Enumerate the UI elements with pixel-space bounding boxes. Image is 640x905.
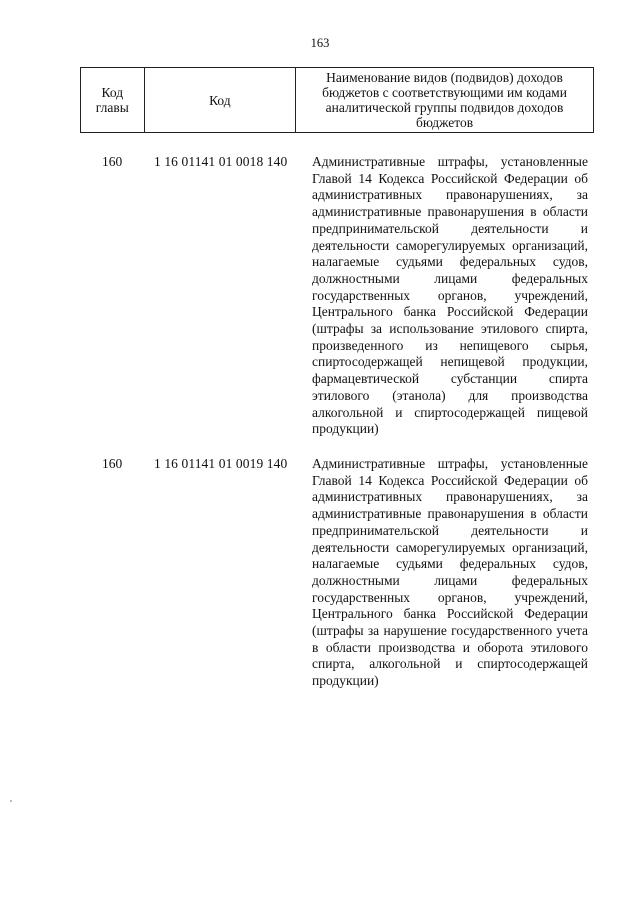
column-header-code: Код [144,68,295,133]
column-header-chapter-code: Код главы [81,68,145,133]
revenue-code: 1 16 01141 01 0018 140 [154,154,288,169]
chapter-code: 160 [102,154,123,169]
table-header [80,67,594,133]
chapter-code: 160 [102,456,123,471]
revenue-code: 1 16 01141 01 0019 140 [154,456,288,471]
page-number: 163 [310,36,330,50]
scan-speck [10,800,12,802]
revenue-description: Административные штрафы, установленные Главой 14 Кодекса Российской Федерации об административных правонарушениях, за административные правонарушения в области предпринимательской деятельности и деятельности саморегулируемых организаций, налагаемые судьями федеральных судов, должностными лицами федеральных государственных органов, учреждений, Центрального банка Российской Федерации (штрафы за нарушение государственного учета в области производства и оборота этилового спирта, алкогольной и спиртосодержащей продукции) [312,456,588,689]
header-row [81,68,594,133]
revenue-description: Административные штрафы, установленные Главой 14 Кодекса Российской Федерации об административных правонарушениях, за административные правонарушения в области предпринимательской деятельности и деятельности саморегулируемых организаций, налагаемые судьями федеральных судов, должностными лицами федеральных государственных органов, учреждений, Центрального банка Российской Федерации (штрафы за использование этилового спирта, произведенного из непищевого сырья, спиртосодержащей непищевой продукции, фармацевтической субстанции спирта этилового (этанола) для производства алкогольной и спиртосодержащей пищевой продукции) [312,154,588,437]
column-header-name: Наименование видов (подвидов) доходов бюджетов с соответствующими им кодами аналитической группы подвидов доходов бюджетов [296,68,594,133]
